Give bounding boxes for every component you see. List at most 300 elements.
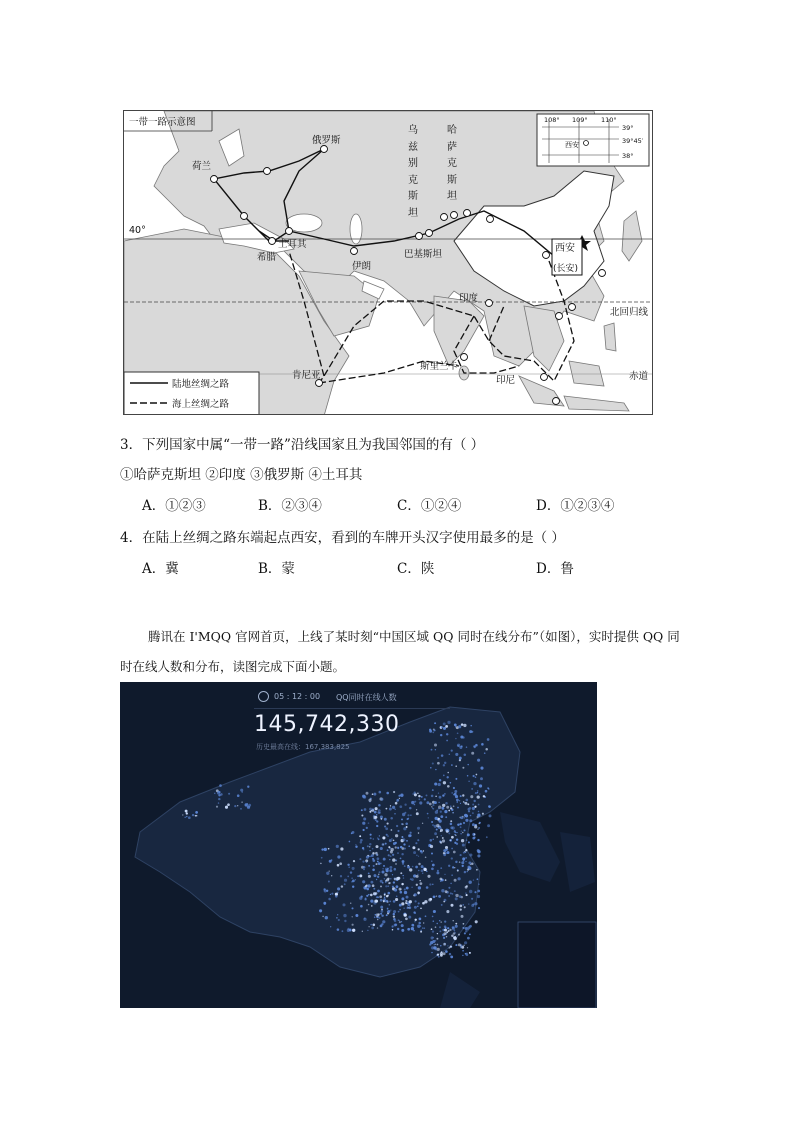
user-dot	[446, 936, 447, 937]
user-dot	[389, 866, 392, 869]
user-dot	[465, 849, 467, 851]
user-dot	[431, 928, 433, 930]
user-dot	[445, 846, 448, 849]
user-dot	[402, 860, 405, 863]
user-dot	[471, 904, 474, 907]
user-dot	[402, 838, 405, 841]
label-turkey: 土耳其	[278, 239, 307, 250]
user-dot	[355, 844, 356, 845]
user-dot	[417, 925, 420, 928]
user-dot	[451, 836, 454, 839]
user-dot	[325, 916, 328, 919]
user-dot	[460, 735, 463, 738]
lat-40-label: 40°	[129, 225, 146, 236]
label-indonesia: 印尼	[496, 375, 516, 386]
user-dot	[396, 799, 399, 802]
user-dot	[376, 854, 378, 856]
user-dot	[380, 913, 382, 915]
user-dot	[378, 862, 381, 865]
user-dot	[376, 814, 377, 815]
user-dot	[429, 729, 431, 731]
user-dot	[462, 816, 463, 817]
user-dot	[403, 877, 404, 878]
user-dot	[441, 726, 443, 728]
user-dot	[397, 852, 398, 853]
user-dot	[455, 861, 457, 863]
user-dot	[409, 868, 412, 871]
user-dot	[426, 886, 429, 889]
user-dot	[389, 859, 390, 860]
user-dot	[401, 853, 403, 855]
user-dot	[468, 903, 469, 904]
user-dot	[440, 878, 443, 881]
user-dot	[449, 754, 450, 755]
user-dot	[394, 878, 397, 881]
user-dot	[373, 888, 375, 890]
user-dot	[377, 890, 380, 893]
user-dot	[405, 823, 408, 826]
user-dot	[343, 914, 346, 917]
user-dot	[359, 858, 361, 860]
user-dot	[413, 930, 415, 932]
user-dot	[363, 817, 366, 820]
map-title: 一带一路示意图	[129, 117, 196, 128]
user-dot	[219, 784, 222, 787]
user-dot	[357, 875, 359, 877]
user-dot	[228, 793, 230, 795]
user-dot	[359, 835, 361, 837]
user-dot	[411, 801, 414, 804]
user-dot	[439, 930, 441, 932]
user-dot	[450, 782, 452, 784]
user-dot	[401, 921, 402, 922]
user-dot	[337, 887, 340, 890]
user-dot	[466, 746, 467, 747]
user-dot	[446, 740, 448, 742]
user-dot	[390, 855, 392, 857]
user-dot	[455, 795, 458, 798]
user-dot	[240, 808, 242, 810]
user-dot	[409, 900, 412, 903]
user-dot	[463, 817, 464, 818]
user-dot	[464, 906, 466, 908]
user-dot	[411, 887, 413, 889]
user-dot	[419, 880, 421, 882]
user-dot	[433, 910, 436, 913]
user-dot	[423, 922, 424, 923]
user-dot	[467, 866, 470, 869]
user-dot	[386, 808, 388, 810]
user-dot	[451, 764, 452, 765]
user-dot	[445, 927, 447, 929]
user-dot	[418, 795, 420, 797]
user-dot	[344, 883, 346, 885]
user-dot	[446, 806, 449, 809]
user-dot	[380, 885, 382, 887]
user-dot	[451, 857, 453, 859]
q3-option-d: D．①②③④	[536, 498, 615, 514]
user-dot	[454, 879, 457, 882]
user-dot	[443, 952, 446, 955]
user-dot	[185, 810, 188, 813]
user-dot	[362, 822, 365, 825]
user-dot	[472, 804, 474, 806]
user-dot	[440, 734, 442, 736]
user-dot	[446, 910, 449, 913]
user-dot	[462, 832, 463, 833]
user-dot	[462, 794, 464, 796]
user-dot	[337, 892, 338, 893]
user-dot	[461, 861, 464, 864]
user-dot	[436, 895, 438, 897]
user-dot	[350, 871, 352, 873]
user-dot	[438, 819, 441, 822]
user-dot	[376, 879, 377, 880]
user-dot	[421, 869, 424, 872]
user-dot	[471, 731, 473, 733]
user-dot	[412, 793, 413, 794]
q3-items: ①哈萨克斯坦 ②印度 ③俄罗斯 ④土耳其	[120, 467, 363, 483]
user-dot	[473, 879, 474, 880]
user-dot	[407, 814, 409, 816]
user-dot	[340, 875, 342, 877]
user-dot	[363, 866, 366, 869]
user-dot	[444, 762, 446, 764]
user-dot	[182, 814, 183, 815]
user-dot	[480, 777, 483, 780]
user-dot	[401, 924, 404, 927]
user-dot	[435, 796, 436, 797]
user-dot	[392, 858, 395, 861]
user-dot	[432, 864, 435, 867]
user-dot	[440, 921, 442, 923]
user-dot	[473, 800, 475, 802]
user-dot	[467, 926, 470, 929]
user-dot	[372, 848, 374, 850]
user-dot	[448, 887, 450, 889]
label-kazakhstan: 哈 萨 克 斯 坦	[447, 125, 457, 202]
user-dot	[368, 894, 370, 896]
user-dot	[399, 888, 402, 891]
user-dot	[366, 895, 368, 897]
user-dot	[408, 916, 411, 919]
user-dot	[464, 932, 466, 934]
user-dot	[351, 907, 353, 909]
user-dot	[438, 783, 441, 786]
user-dot	[457, 732, 459, 734]
user-dot	[422, 823, 423, 824]
user-dot	[477, 854, 480, 857]
user-dot	[372, 859, 375, 862]
user-dot	[331, 893, 333, 895]
user-dot	[383, 900, 385, 902]
inset-city: 西安	[565, 141, 579, 149]
user-dot	[477, 849, 480, 852]
user-dot	[373, 838, 375, 840]
user-dot	[429, 898, 432, 901]
user-dot	[392, 925, 394, 927]
user-dot	[453, 794, 455, 796]
user-dot	[370, 837, 372, 839]
user-dot	[455, 835, 456, 836]
user-dot	[440, 954, 443, 957]
user-dot	[377, 927, 378, 928]
user-dot	[451, 874, 453, 876]
user-dot	[352, 886, 354, 888]
user-dot	[413, 911, 415, 913]
user-dot	[442, 839, 445, 842]
user-dot	[360, 839, 363, 842]
user-dot	[366, 888, 369, 891]
user-dot	[395, 859, 397, 861]
user-dot	[375, 807, 378, 810]
user-dot	[450, 806, 451, 807]
user-dot	[410, 832, 412, 834]
user-dot	[463, 945, 464, 946]
user-dot	[322, 916, 324, 918]
user-dot	[401, 883, 403, 885]
user-dot	[475, 920, 478, 923]
user-dot	[247, 803, 248, 804]
user-dot	[430, 839, 433, 842]
user-dot	[459, 757, 462, 760]
user-dot	[435, 949, 437, 951]
user-dot	[470, 815, 472, 817]
user-dot	[460, 826, 462, 828]
user-dot	[416, 855, 417, 856]
user-dot	[478, 823, 479, 824]
user-dot	[461, 723, 464, 726]
user-dot	[450, 820, 452, 822]
user-dot	[373, 793, 376, 796]
user-dot	[488, 805, 490, 807]
user-dot	[440, 867, 442, 869]
user-dot	[434, 743, 437, 746]
user-dot	[422, 902, 425, 905]
user-dot	[347, 928, 349, 930]
user-dot	[441, 807, 444, 810]
user-dot	[331, 875, 332, 876]
user-dot	[414, 804, 416, 806]
user-dot	[478, 883, 480, 885]
user-dot	[440, 815, 443, 818]
user-dot	[389, 901, 391, 903]
user-dot	[355, 879, 356, 880]
user-dot	[368, 799, 371, 802]
user-dot	[321, 857, 323, 859]
user-dot	[368, 822, 370, 824]
user-dot	[395, 863, 396, 864]
user-dot	[331, 859, 333, 861]
user-dot	[457, 824, 459, 826]
equator-label: 赤道	[629, 371, 649, 382]
user-dot	[394, 868, 397, 871]
user-dot	[485, 748, 488, 751]
user-dot	[398, 795, 400, 797]
user-dot	[426, 801, 429, 804]
user-dot	[465, 892, 466, 893]
user-dot	[453, 851, 456, 854]
user-dot	[478, 827, 480, 829]
user-dot	[467, 775, 469, 777]
label-uzbekistan: 乌 兹 别 克 斯 坦	[408, 125, 418, 219]
user-dot	[410, 815, 411, 816]
user-dot	[486, 836, 488, 838]
user-dot	[474, 746, 476, 748]
user-dot	[216, 806, 218, 808]
user-dot	[387, 835, 388, 836]
user-dot	[422, 927, 424, 929]
user-dot	[450, 956, 453, 959]
user-dot	[429, 943, 431, 945]
user-dot	[416, 812, 419, 815]
user-dot	[487, 824, 490, 827]
belt-and-road-map	[123, 110, 653, 415]
user-dot	[447, 851, 450, 854]
user-dot	[355, 846, 357, 848]
user-dot	[432, 762, 434, 764]
user-dot	[392, 806, 395, 809]
legend-sea: 海上丝绸之路	[172, 399, 230, 410]
user-dot	[462, 950, 464, 952]
user-dot	[454, 724, 457, 727]
label-changan: (长安)	[553, 264, 579, 274]
user-dot	[459, 905, 462, 908]
user-dot	[432, 804, 434, 806]
user-dot	[471, 788, 473, 790]
user-dot	[427, 875, 430, 878]
user-dot	[380, 847, 383, 850]
user-dot	[393, 915, 395, 917]
user-dot	[374, 916, 375, 917]
user-dot	[463, 852, 465, 854]
user-dot	[237, 794, 240, 797]
user-dot	[387, 885, 389, 887]
user-dot	[386, 914, 388, 916]
user-dot	[445, 725, 448, 728]
user-dot	[402, 813, 405, 816]
user-dot	[403, 843, 405, 845]
user-dot	[443, 722, 446, 725]
user-dot	[448, 832, 450, 834]
user-dot	[448, 810, 450, 812]
q3-option-b: B．②③④	[258, 498, 322, 514]
user-dot	[445, 950, 448, 953]
user-dot	[247, 806, 250, 809]
label-srilanka: 斯里兰卡	[420, 361, 459, 372]
user-dot	[392, 854, 394, 856]
user-dot	[336, 845, 339, 848]
user-dot	[399, 805, 402, 808]
user-dot	[441, 951, 443, 953]
user-dot	[406, 896, 409, 899]
user-dot	[394, 813, 396, 815]
user-dot	[446, 733, 448, 735]
user-dot	[407, 865, 408, 866]
user-dot	[381, 914, 383, 916]
user-dot	[353, 860, 355, 862]
user-dot	[468, 781, 470, 783]
user-dot	[378, 874, 379, 875]
user-dot	[400, 858, 402, 860]
user-dot	[370, 834, 372, 836]
user-dot	[455, 778, 457, 780]
user-dot	[461, 745, 463, 747]
user-dot	[403, 908, 404, 909]
user-dot	[390, 910, 391, 911]
user-dot	[367, 855, 369, 857]
user-dot	[382, 868, 383, 869]
user-dot	[463, 822, 465, 824]
user-dot	[457, 745, 459, 747]
user-dot	[394, 888, 397, 891]
user-dot	[386, 895, 388, 897]
user-dot	[372, 808, 374, 810]
user-dot	[385, 827, 388, 830]
user-dot	[218, 802, 219, 803]
user-dot	[417, 793, 419, 795]
user-dot	[394, 924, 397, 927]
user-dot	[360, 841, 362, 843]
user-dot	[419, 918, 422, 921]
user-dot	[445, 816, 447, 818]
user-dot	[384, 818, 387, 821]
user-dot	[395, 802, 398, 805]
user-dot	[379, 871, 381, 873]
user-dot	[440, 841, 442, 843]
label-kenya: 肯尼亚	[292, 370, 321, 381]
label-pakistan: 巴基斯坦	[404, 249, 443, 260]
user-dot	[441, 904, 443, 906]
user-dot	[449, 929, 451, 931]
user-dot	[386, 792, 389, 795]
user-dot	[481, 743, 483, 745]
user-dot	[352, 916, 353, 917]
label-greece: 希腊	[257, 252, 277, 263]
user-dot	[425, 857, 427, 859]
user-dot	[404, 848, 406, 850]
user-dot	[368, 904, 370, 906]
user-dot	[472, 807, 475, 810]
user-dot	[436, 938, 438, 940]
label-xian: 西安	[555, 243, 575, 254]
user-dot	[393, 842, 396, 845]
user-dot	[352, 867, 355, 870]
user-dot	[467, 868, 469, 870]
user-dot	[434, 729, 436, 731]
user-dot	[435, 817, 438, 820]
inset-lon-110: 110°	[601, 116, 617, 124]
user-dot	[449, 953, 451, 955]
user-dot	[457, 807, 459, 809]
user-dot	[370, 924, 372, 926]
user-dot	[438, 792, 439, 793]
user-dot	[395, 898, 398, 901]
user-dot	[241, 801, 243, 803]
user-dot	[462, 865, 464, 867]
user-dot	[378, 838, 380, 840]
user-dot	[445, 802, 448, 805]
user-dot	[417, 905, 419, 907]
user-dot	[373, 892, 376, 895]
user-dot	[418, 886, 421, 889]
user-dot	[378, 804, 381, 807]
user-dot	[404, 888, 406, 890]
user-dot	[471, 898, 473, 900]
user-dot	[454, 831, 456, 833]
user-dot	[431, 952, 432, 953]
user-dot	[401, 897, 404, 900]
